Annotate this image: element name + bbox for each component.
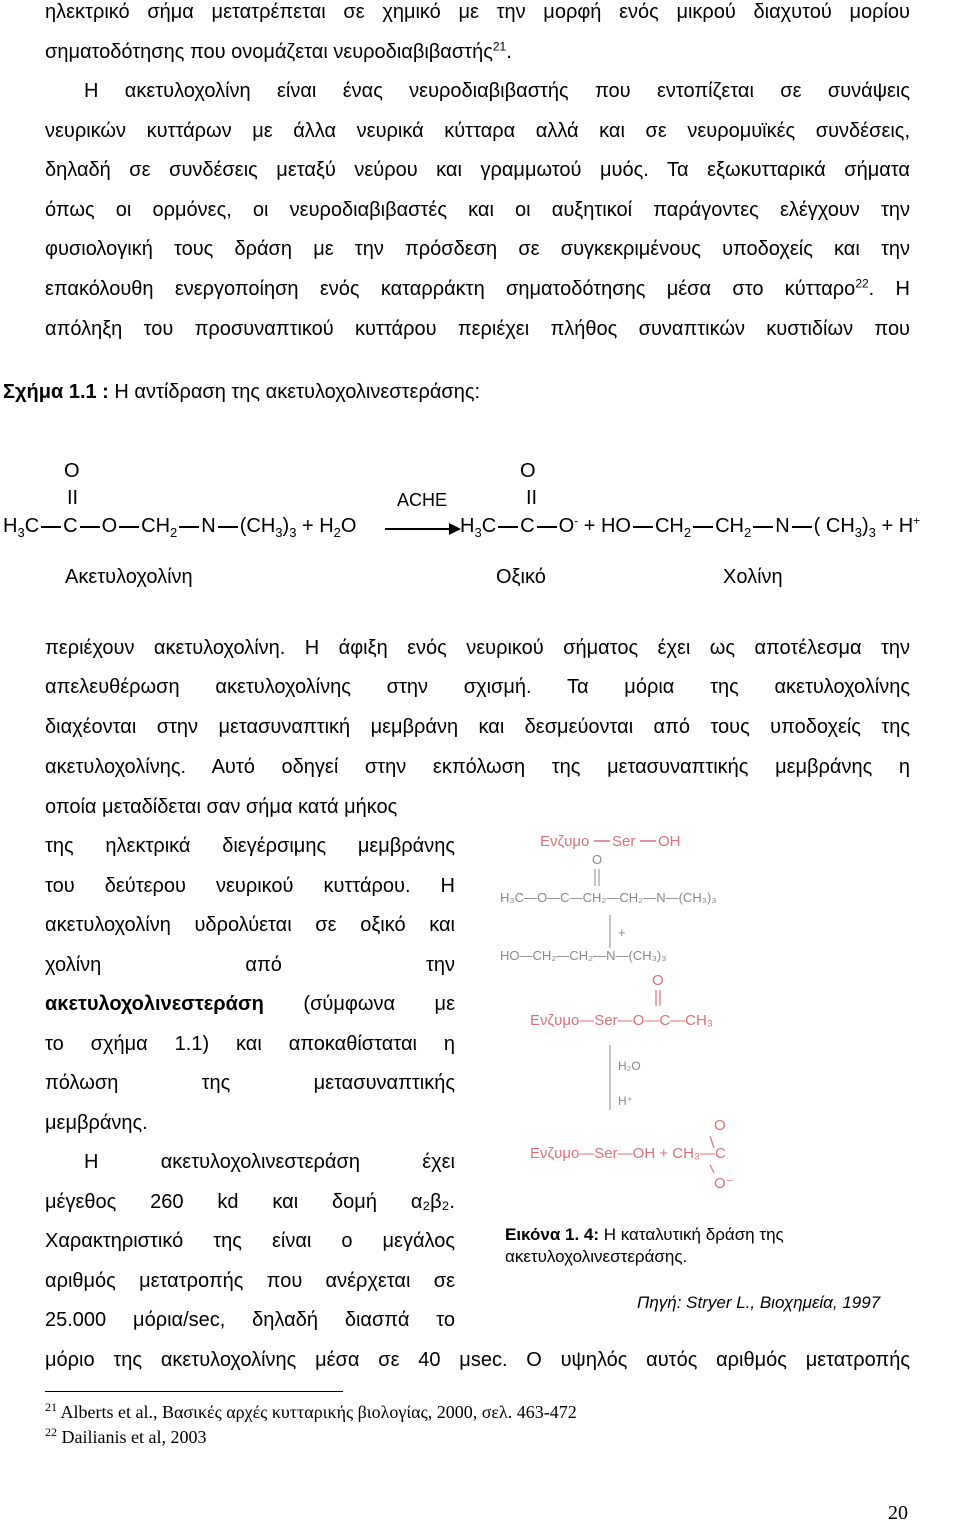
compound-label: Χολίνη (723, 566, 783, 588)
footnote-divider (45, 1391, 343, 1392)
enzyme-label: ACHE (397, 490, 448, 510)
figure-source: Πηγή: Stryer L., Βιοχημεία, 1997 (637, 1293, 881, 1312)
figure-label: Σχήμα 1.1 : (3, 381, 109, 403)
body-line: οποία μεταδίδεται σαν σήμα κατά μήκος (45, 796, 398, 818)
body-line: ακετυλοχολινεστεράση (σύμφωνα με (45, 993, 455, 1015)
body-line: πόλωση της μετασυναπτικής (45, 1072, 455, 1094)
double-bond: II (526, 487, 538, 509)
catalytic-mechanism-figure (500, 820, 800, 1230)
enzyme-label: Ενζυμο (540, 833, 590, 850)
body-line: περιέχουν ακετυλοχολίνη. Η άφιξη ενός νευρικού σήματος έχει ως αποτέλεσμα την (45, 637, 910, 659)
page-number: 20 (888, 1502, 908, 1524)
body-line: Η ακετυλοχολίνη είναι ένας νευροδιαβιβαστής που εντοπίζεται σε συνάψεις (84, 80, 910, 102)
body-line: το σχήμα 1.1) και αποκαθίσταται η (45, 1033, 455, 1055)
body-line: Η ακετυλοχολινεστεράση έχει (84, 1151, 455, 1173)
svg-text:O: O (592, 852, 603, 867)
svg-text:OH: OH (658, 833, 681, 850)
svg-text:+: + (618, 925, 626, 940)
body-line: της ηλεκτρικά διεγέρσιμης μεμβράνης (45, 835, 455, 857)
body-line: απόληξη του προσυναπτικού κυττάρου περιέχει πλήθος συναπτικών κυστιδίων που (45, 318, 910, 340)
body-line: διαχέονται στην μετασυναπτική μεμβράνη και δεσμεύονται από τους υποδοχείς της (45, 716, 910, 738)
serine-label: Ser (612, 833, 636, 850)
svg-text:H₃C—O—C—CH₂—CH₂—N—(CH₃)₃: H₃C—O—C—CH₂—CH₂—N—(CH₃)₃ (500, 890, 717, 905)
svg-text:H⁺: H⁺ (618, 1094, 633, 1108)
body-line: απελευθέρωση ακετυλοχολίνης στην σχισμή. Τα μόρια της ακετυλοχολίνης (45, 676, 910, 698)
reaction-arrow (383, 513, 463, 537)
body-line: ακετυλοχολίνη υδρολύεται σε οξικό και (45, 914, 455, 936)
caption-label: Εικόνα 1. 4: (505, 1225, 600, 1244)
footnote: $^{22}$ Dailianis et al, 2003 (45, 1425, 207, 1447)
figure-caption: Εικόνα 1. 4: Η καταλυτική δράση της ακετυλοχολινεστεράσης. (505, 1225, 784, 1266)
footnote-ref[interactable]: 22 (855, 276, 869, 291)
carbonyl-oxygen: O (520, 460, 536, 482)
svg-text:H₂O: H₂O (618, 1059, 641, 1073)
body-line: 25.000 μόρια/sec, δηλαδή διασπά το (45, 1309, 455, 1331)
compound-label: Ακετυλοχολίνη (65, 566, 193, 588)
figure-title: Σχήμα 1.1 : Η αντίδραση της ακετυλοχολινεστεράσης: (3, 381, 481, 403)
body-line: του δεύτερου νευρικού κυττάρου. Η (45, 875, 455, 897)
body-line: νευρικών κυττάρων με άλλα νευρικά κύτταρα αλλά και σε νευρομυϊκές συνδέσεις, (45, 120, 910, 142)
keyword: ακετυλοχολινεστεράση (45, 993, 264, 1015)
svg-text:O: O (652, 972, 664, 989)
footnote: $^{21}$ Alberts et al., Βασικές αρχές κυτταρικής βιολογίας, 2000, σελ. 463-472 (45, 1400, 577, 1422)
carbonyl-oxygen: O (64, 460, 80, 482)
reaction-equation: $H_3C$ C O $CH_2$ N $(CH_3)_3 + H_2O$ (3, 515, 357, 540)
body-line: ακετυλοχολίνης. Αυτό οδηγεί στην εκπόλωση της μετασυναπτικής μεμβράνης η (45, 756, 910, 778)
body-line: μόριο της ακετυλοχολίνης μέσα σε 40 μsec. Ο υψηλός αυτός αριθμός μετατροπής (45, 1349, 910, 1371)
body-line: δηλαδή σε συνδέσεις μεταξύ νεύρου και γραμμωτού μυός. Τα εξωκυτταρικά σήματα (45, 159, 910, 181)
body-line: αριθμός μετατροπής που ανέρχεται σε (45, 1270, 455, 1292)
reaction-products: $H_3C$ C O- + HO $CH_2$ $CH_2$ N ( $CH_3)_3 + H^+$ (460, 513, 921, 540)
svg-text:Ενζυμο—Ser—O—C—CH₃: Ενζυμο—Ser—O—C—CH₃ (530, 1012, 713, 1029)
svg-text:Ενζυμο—Ser—OH + CH₃—C: Ενζυμο—Ser—OH + CH₃—C (530, 1145, 726, 1162)
body-line: μέγεθος 260 kd και δομή α₂β₂. (45, 1191, 455, 1213)
compound-label: Οξικό (496, 566, 546, 588)
body-line: σηματοδότησης που ονομάζεται νευροδιαβιβαστής$^{21}$. (45, 39, 512, 63)
footnote-ref[interactable]: 21 (492, 39, 507, 54)
body-line: χολίνη από την (45, 954, 455, 976)
svg-text:O⁻: O⁻ (714, 1175, 734, 1192)
svg-text:O: O (714, 1117, 726, 1134)
body-line: επακόλουθη ενεργοποίηση ενός καταρράκτη σηματοδότησης μέσα στο κύτταρο$^{22}$. Η (45, 276, 910, 300)
body-line: Χαρακτηριστικό της είναι ο μεγάλος (45, 1230, 455, 1252)
body-line: όπως οι ορμόνες, οι νευροδιαβιβαστές και οι αυξητικοί παράγοντες ελέγχουν την (45, 199, 910, 221)
double-bond: II (67, 487, 79, 509)
body-line: φυσιολογική τους δράση με την πρόσδεση σε συγκεκριμένους υποδοχείς και την (45, 238, 910, 260)
body-line: μεμβράνης. (45, 1112, 148, 1134)
svg-text:HO—CH₂—CH₂—N—(CH₃)₃: HO—CH₂—CH₂—N—(CH₃)₃ (500, 948, 667, 963)
body-line: ηλεκτρικό σήμα μετατρέπεται σε χημικό με την μορφή ενός μικρού διαχυτού μορίου (45, 1, 910, 23)
